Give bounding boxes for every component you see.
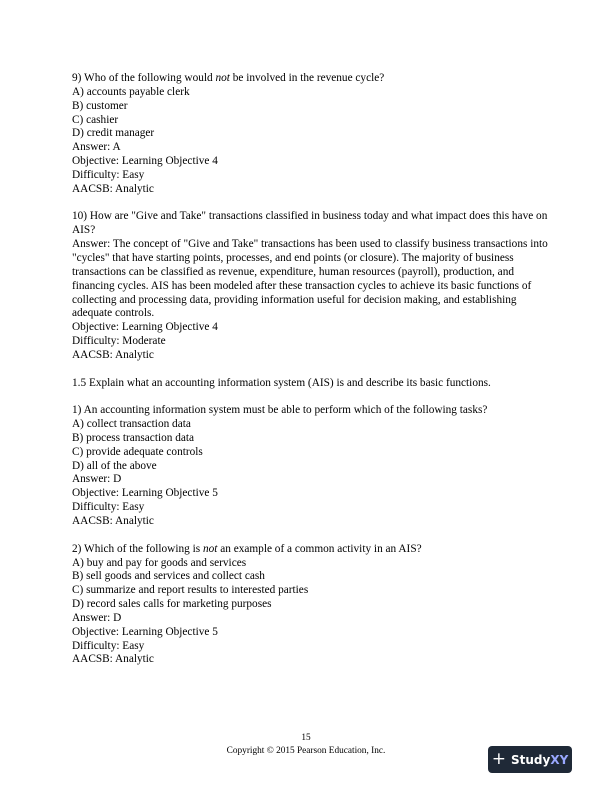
- section-title: 1.5 Explain what an accounting information system (AIS) is and describe its basic functions.: [72, 376, 491, 389]
- difficulty: Difficulty: Easy: [72, 168, 145, 181]
- answer: Answer: The concept of "Give and Take" transactions has been used to classify business transactions into "cycles" that have starting points, processes, and end points (or closure). The majority of business transactions can be classified as revenue, expenditure, human resources (payroll), production, and financing cycles. AIS has been modeled after these transaction cycles to achieve its basic functions of collecting and processing data, providing information useful for decision making, and establishing adequate controls.: [72, 238, 548, 320]
- copyright-notice: Copyright © 2015 Pearson Education, Inc.: [226, 746, 386, 756]
- question-2: [72, 543, 552, 668]
- question-text: 9) Who of the following would not be involved in the revenue cycle?: [72, 72, 385, 84]
- option-c: C) provide adequate controls: [72, 445, 203, 458]
- option-d: D) all of the above: [72, 459, 157, 472]
- section-heading: [72, 377, 552, 391]
- difficulty: Difficulty: Easy: [72, 501, 145, 514]
- studyxy-badge[interactable]: [488, 746, 572, 773]
- plus-icon: +: [491, 749, 506, 769]
- option-a: A) accounts payable clerk: [72, 85, 190, 98]
- brand-name: StudyXY: [510, 752, 569, 767]
- option-a: A) collect transaction data: [72, 418, 191, 431]
- option-c: C) summarize and report results to interested parties: [72, 584, 309, 597]
- difficulty: Difficulty: Moderate: [72, 335, 166, 348]
- page-content: [72, 72, 552, 681]
- difficulty: Difficulty: Easy: [72, 639, 145, 652]
- option-a: A) buy and pay for goods and services: [72, 556, 247, 569]
- question-9: [72, 72, 552, 197]
- objective: Objective: Learning Objective 4: [72, 321, 218, 334]
- option-d: D) credit manager: [72, 127, 155, 140]
- aacsb: AACSB: Analytic: [72, 515, 154, 527]
- question-1: [72, 404, 552, 529]
- aacsb: AACSB: Analytic: [72, 653, 154, 666]
- answer: Answer: D: [72, 611, 122, 624]
- aacsb: AACSB: Analytic: [72, 348, 154, 361]
- page-number: 15: [301, 733, 311, 743]
- question-text: 2) Which of the following is not an example of a common activity in an AIS?: [72, 542, 422, 555]
- question-text: 10) How are "Give and Take" transactions classified in business today and what impact does this have on AIS?: [72, 210, 548, 237]
- aacsb: AACSB: Analytic: [72, 182, 154, 195]
- answer: Answer: D: [72, 473, 122, 486]
- objective: Objective: Learning Objective 5: [72, 625, 218, 638]
- objective: Objective: Learning Objective 4: [72, 155, 218, 168]
- option-b: B) sell goods and services and collect cash: [72, 570, 265, 583]
- answer: Answer: A: [72, 141, 121, 154]
- question-10: [72, 210, 552, 362]
- question-text: 1) An accounting information system must be able to perform which of the following tasks?: [72, 404, 488, 417]
- option-b: B) customer: [72, 99, 128, 112]
- option-c: C) cashier: [72, 113, 119, 126]
- option-d: D) record sales calls for marketing purposes: [72, 598, 272, 611]
- objective: Objective: Learning Objective 5: [72, 487, 218, 500]
- option-b: B) process transaction data: [72, 431, 195, 444]
